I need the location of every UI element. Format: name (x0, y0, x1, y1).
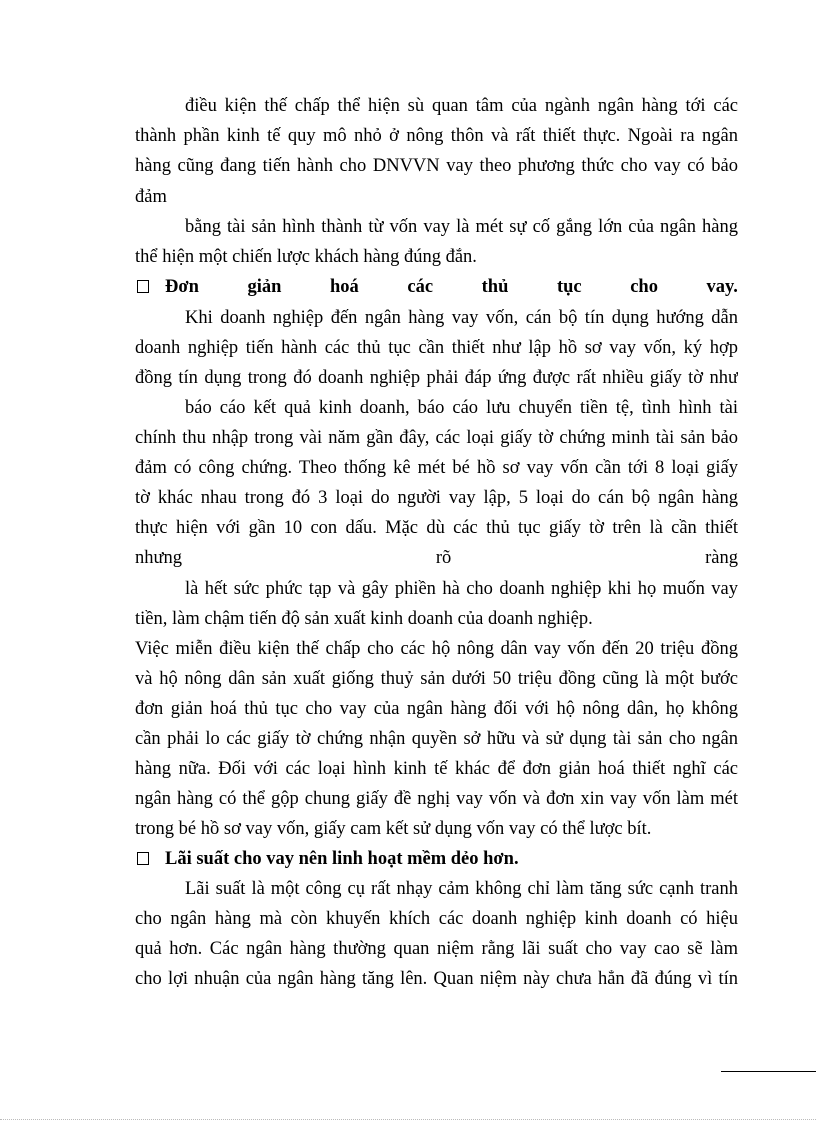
section-heading: Lãi suất cho vay nên linh hoạt mềm dẻo hơn. (165, 849, 519, 869)
text-line: Lãi suất là một công cụ rất nhạy cảm không chỉ làm tăng sức cạnh tranh (185, 879, 738, 899)
text-line: bằng tài sản hình thành từ vốn vay là mét sự cố gắng lớn của ngân hàng (185, 217, 738, 237)
text-line: tiền, làm chậm tiến độ sản xuất kinh doanh của doanh nghiệp. (135, 609, 593, 629)
text-line: hàng nữa. Đối với các loại hình kinh tế khác để đơn giản hoá thiết nghĩ các (135, 759, 738, 779)
text-line: là hết sức phức tạp và gây phiền hà cho doanh nghiệp khi họ muốn vay (185, 579, 738, 599)
text-line: cần phải lo các giấy tờ chứng nhận quyền sở hữu và sử dụng tài sản cho ngân (135, 729, 738, 749)
heading-word: Đơn (165, 277, 199, 297)
heading-word: hoá (330, 277, 359, 297)
heading-word: tục (556, 277, 582, 297)
line-word: nhưng (135, 548, 183, 568)
heading-word: vay. (706, 277, 738, 297)
text-line: thành phần kinh tế quy mô nhỏ ở nông thôn và rất thiết thực. Ngoài ra ngân (135, 126, 738, 146)
footnote-rule (721, 1071, 816, 1072)
text-line: điều kiện thế chấp thể hiện sù quan tâm của ngành ngân hàng tới các (185, 96, 738, 116)
text-line: đồng tín dụng trong đó doanh nghiệp phải đáp ứng được rất nhiều giấy tờ như (135, 368, 738, 388)
heading-word: giản (247, 277, 282, 297)
text-line: thực hiện với gần 10 con dấu. Mặc dù các thủ tục giấy tờ trên là cần thiết (135, 518, 738, 538)
text-line: đơn giản hoá thủ tục cho vay của ngân hàng đối với hộ nông dân, họ không (135, 699, 738, 719)
text-line: cho lợi nhuận của ngân hàng tăng lên. Quan niệm này chưa hẳn đã đúng vì tín (135, 969, 738, 989)
line-word: ràng (705, 548, 738, 568)
text-line: đảm có công chứng. Theo thống kê mét bé hồ sơ vay vốn cần tới 8 loại giấy (135, 458, 738, 478)
bullet-box-icon (137, 852, 149, 865)
text-line: trong bé hồ sơ vay vốn, giấy cam kết sử dụng vốn vay có thể lược bít. (135, 819, 652, 839)
heading-word: các (407, 277, 434, 297)
text-line (135, 547, 738, 569)
text-line: thể hiện một chiến lược khách hàng đúng đắn. (135, 247, 477, 267)
text-line: chính thu nhập trong vài năm gần đây, các loại giấy tờ chứng minh tài sản bảo (135, 428, 738, 448)
text-line: Việc miễn điều kiện thế chấp cho các hộ nông dân vay vốn đến 20 triệu đồng (135, 639, 738, 659)
text-line: và hộ nông dân sản xuất giống thuỷ sản dưới 50 triệu đồng cũng là một bước (135, 669, 738, 689)
page-bottom-border (0, 1119, 816, 1120)
text-line: tờ khác nhau trong đó 3 loại do người vay lập, 5 loại do cán bộ ngân hàng (135, 488, 738, 508)
text-line: doanh nghiệp tiến hành các thủ tục cần thiết như lập hồ sơ vay vốn, ký hợp (135, 338, 738, 358)
bullet-box-icon (137, 280, 149, 293)
section-heading (165, 276, 738, 298)
text-line: Khi doanh nghiệp đến ngân hàng vay vốn, cán bộ tín dụng hướng dẫn (185, 308, 738, 328)
text-line: cho ngân hàng mà còn khuyến khích các doanh nghiệp kinh doanh có hiệu (135, 909, 738, 929)
heading-word: cho (630, 277, 658, 297)
line-word: rõ (435, 548, 452, 568)
text-line: hàng cũng đang tiến hành cho DNVVN vay theo phương thức cho vay có bảo (135, 156, 738, 176)
text-line: ngân hàng có thể gộp chung giấy đề nghị vay vốn và đơn xin vay vốn làm mét (135, 789, 738, 809)
heading-word: thủ (481, 277, 509, 297)
text-line: quả hơn. Các ngân hàng thường quan niệm rằng lãi suất cho vay cao sẽ làm (135, 939, 738, 959)
text-line: đảm (135, 187, 167, 207)
text-line: báo cáo kết quả kinh doanh, báo cáo lưu chuyển tiền tệ, tình hình tài (185, 398, 738, 418)
